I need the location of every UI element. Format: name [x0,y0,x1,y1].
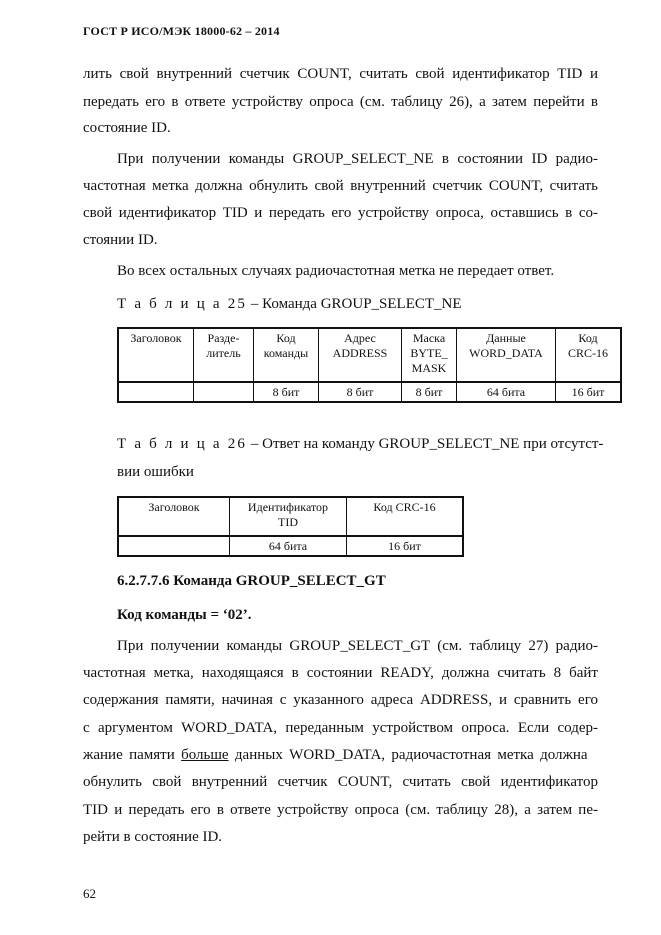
document-header: ГОСТ Р ИСО/МЭК 18000-62 – 2014 [83,24,280,38]
para2-line3: свой идентификатор TID и передать его устройству опроса, оставшись в со- [83,205,598,221]
table25-header-cell: Заголовок [118,328,194,382]
table25-header-cell: Маска BYTE_ MASK [402,328,457,382]
table26-cell: 64 бита [230,536,347,556]
table25-cell: 64 бита [457,382,556,402]
underlined-word: больше [181,747,229,763]
para1-line3: состояние ID. [83,120,171,136]
table25-cell: 8 бит [254,382,319,402]
table-row [118,382,621,402]
para4-line1: При получении команды GROUP_SELECT_GT (см. таблицу 27) радио- [117,638,598,654]
para4-line7: TID и передать его в ответе устройству опроса (см. таблицу 28), а затем пе- [83,802,598,818]
table26-caption-prefix: Т а б л и ц а 26 [117,436,248,452]
table26-caption [117,435,604,453]
para4-line2: частотная метка, находящаяся в состоянии READY, должна считать 8 байт [83,665,598,681]
para4-line5: жание памяти больше данных WORD_DATA, радиочастотная метка должна [83,747,588,763]
table26-caption-line2: вии ошибки [117,464,194,480]
para2-line1: При получении команды GROUP_SELECT_NE в состоянии ID радио- [117,151,598,167]
para1-line2: передать его в ответе устройству опроса (см. таблицу 26), а затем перейти в [83,94,598,110]
table25-header-cell: Код CRC-16 [556,328,622,382]
table25-cell: 8 бит [402,382,457,402]
table26 [117,496,464,557]
para4-line6: обнулить свой внутренний счетчик COUNT, считать свой идентификатор [83,774,598,790]
table26-header-cell: Код CRC-16 [347,497,464,536]
table25-cell [118,382,194,402]
command-code: Код команды = ‘02’. [117,607,252,623]
table26-header-row [118,497,463,536]
table25-cell [194,382,254,402]
table25-header-cell: Код команды [254,328,319,382]
table25-cell: 8 бит [319,382,402,402]
table25-caption-rest: – Команда GROUP_SELECT_NE [247,296,462,312]
table25-cell: 16 бит [556,382,622,402]
table25-header-cell: Адрес ADDRESS [319,328,402,382]
table25-caption-prefix: Т а б л и ц а 25 [117,296,248,312]
para1-line1: лить свой внутренний счетчик COUNT, считать свой идентификатор TID и [83,66,598,82]
table26-caption-rest: – Ответ на команду GROUP_SELECT_NE при отсутст- [247,436,604,452]
table26-cell: 16 бит [347,536,464,556]
para2-line2: частотная метка должна обнулить свой внутренний счетчик COUNT, считать [83,178,598,194]
table25-header-cell: Разде- литель [194,328,254,382]
table25-caption [117,295,598,313]
para4-line8: рейти в состояние ID. [83,829,223,845]
page-number: 62 [83,886,96,901]
para4-line3: содержания памяти, начиная с указанного адреса ADDRESS, и сравнить его [83,692,598,708]
table26-cell [118,536,230,556]
para3: Во всех остальных случаях радиочастотная метка не передает ответ. [117,263,555,279]
table-row [118,536,463,556]
table25 [117,327,622,403]
section-heading: 6.2.7.7.6 Команда GROUP_SELECT_GT [117,573,386,589]
table25-header-cell: Данные WORD_DATA [457,328,556,382]
para4-line4: с аргументом WORD_DATA, переданным устройством опроса. Если содер- [83,720,598,736]
table26-header-cell: Заголовок [118,497,230,536]
para2-line4: стоянии ID. [83,232,158,248]
table25-header-row [118,328,621,382]
table26-header-cell: Идентификатор TID [230,497,347,536]
